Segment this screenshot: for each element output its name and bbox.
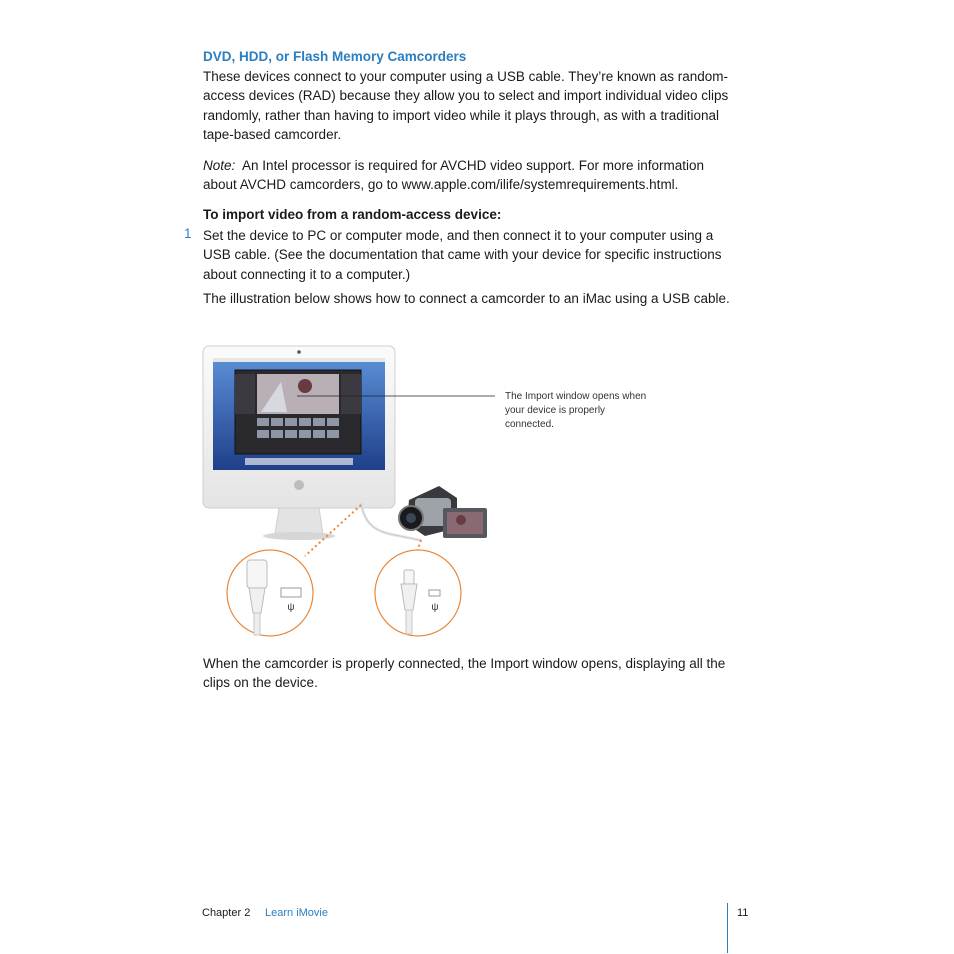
- dock: [245, 458, 353, 465]
- menu-bar: [213, 358, 385, 362]
- imac-camcorder-illustration: [195, 338, 495, 640]
- imac-camera: [297, 350, 301, 354]
- step-number: 1: [184, 226, 192, 241]
- section-heading: DVD, HDD, or Flash Memory Camcorders: [203, 49, 467, 64]
- usb-symbol-left: ψ: [287, 602, 295, 613]
- apple-logo: [294, 480, 304, 490]
- footer-divider: [727, 903, 728, 953]
- note-text: An Intel processor is required for AVCHD video support. For more information about AVCHD camcorders, go to www.apple.com/ilife/systemrequirements.html.: [203, 158, 704, 193]
- closing-paragraph: When the camcorder is properly connected, the Import window opens, displaying all the clips on the device.: [203, 656, 726, 691]
- task-heading: To import video from a random-access device:: [203, 207, 502, 222]
- note-label: Note:: [203, 158, 236, 173]
- mini-usb-callout: [375, 550, 461, 636]
- note-paragraph: [203, 156, 733, 195]
- illustration-callout: The Import window opens when your device is properly connected.: [505, 391, 647, 430]
- usb-symbol-right: ψ: [431, 602, 439, 613]
- step-text: Set the device to PC or computer mode, and then connect it to your computer using a USB cable. (See the documentation that came with your device for specific instructions about connecting it to a computer.): [203, 228, 722, 282]
- illustration-intro: The illustration below shows how to connect a camcorder to an iMac using a USB cable.: [203, 291, 730, 306]
- imac-stand: [275, 508, 323, 534]
- usb-a-port: [281, 588, 301, 597]
- page-number: 11: [737, 907, 749, 919]
- footer-chapter-title[interactable]: Learn iMovie: [265, 907, 328, 919]
- footer-chapter: Chapter 2: [202, 907, 251, 919]
- mini-usb-port: [429, 590, 440, 596]
- intro-paragraph: These devices connect to your computer using a USB cable. They’re known as random-access devices (RAD) because they allow you to select and import individual video clips randomly, rather than having to import video while it plays through, as with a traditional tape-based camcorder.: [203, 69, 729, 142]
